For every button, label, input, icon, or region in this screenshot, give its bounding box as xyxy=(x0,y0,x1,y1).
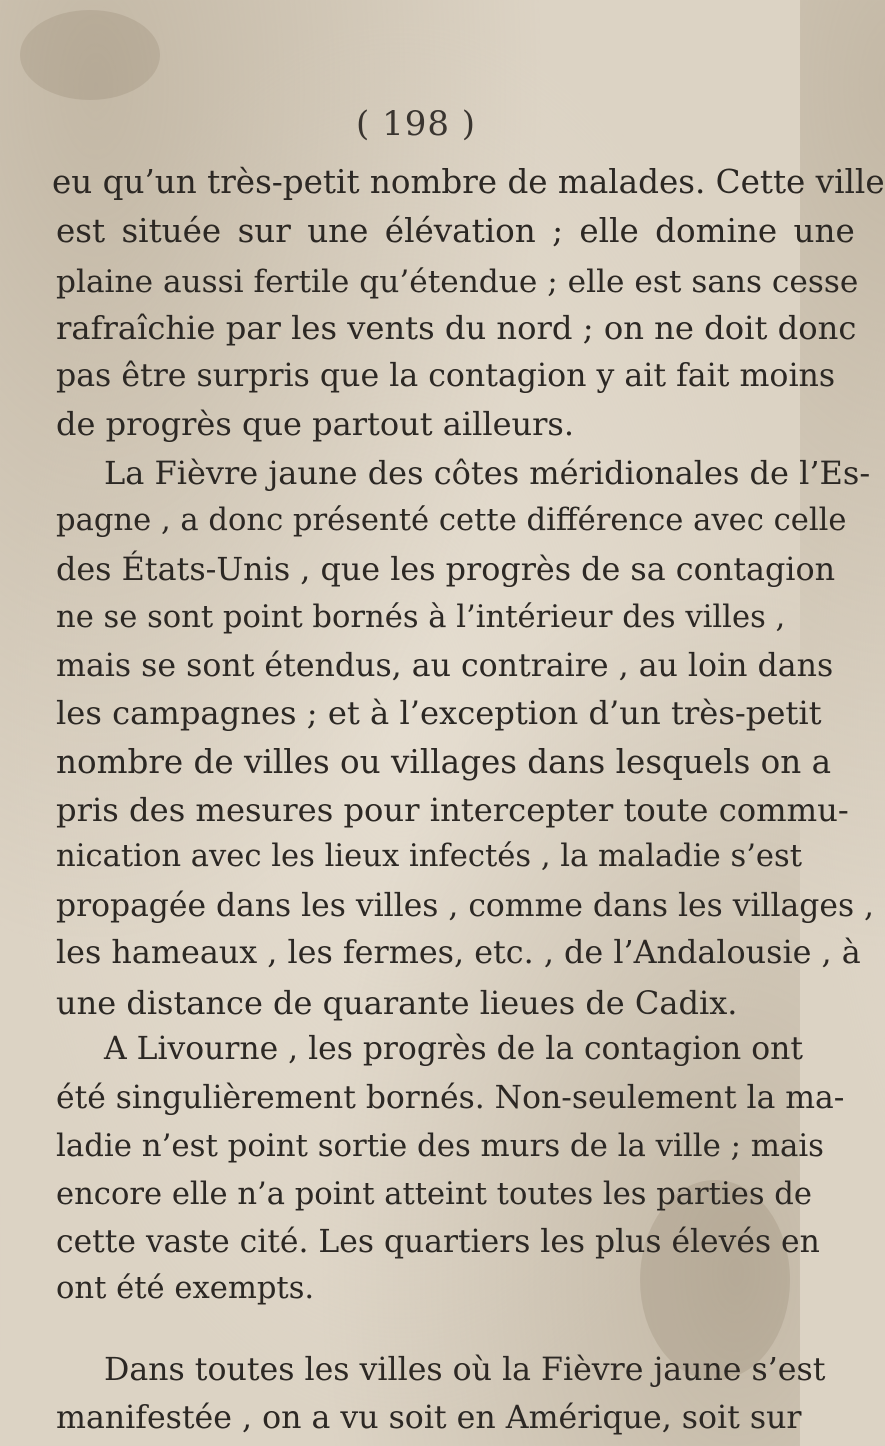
text-line: plaine aussi fertile qu’étendue ; elle est sans cesse xyxy=(56,264,859,300)
text-line: de progrès que partout ailleurs. xyxy=(56,405,574,443)
text-line: encore elle n’a point atteint toutes les parties de xyxy=(56,1177,812,1212)
text-line: nication avec les lieux infectés , la maladie s’est xyxy=(56,839,803,874)
text-line: nombre de villes ou villages dans lesquels on a xyxy=(56,743,832,781)
text-line: manifestée , on a vu soit en Amérique, soit sur xyxy=(56,1400,802,1436)
text-line: cette vaste cité. Les quartiers les plus élevés en xyxy=(56,1224,820,1260)
text-line: pris des mesures pour intercepter toute commu- xyxy=(56,791,849,829)
text-line: A Livourne , les progrès de la contagion ont xyxy=(104,1031,803,1067)
text-line: les hameaux , les fermes, etc. , de l’Andalousie , à xyxy=(56,934,861,971)
text-line: des États-Unis , que les progrès de sa contagion xyxy=(56,551,836,588)
text-line: ne se sont point bornés à l’intérieur des villes , xyxy=(56,600,786,635)
text-line: est située sur une élévation ; elle domine une xyxy=(56,212,855,250)
text-line: été singulièrement bornés. Non-seulement la ma- xyxy=(56,1080,845,1116)
text-line: mais se sont étendus, au contraire , au loin dans xyxy=(56,648,834,684)
page-number: ( 198 ) xyxy=(356,104,477,144)
text-line: une distance de quarante lieues de Cadix. xyxy=(56,984,738,1022)
text-line: pas être surpris que la contagion y ait fait moins xyxy=(56,358,836,394)
text-line: Dans toutes les villes où la Fièvre jaune s’est xyxy=(104,1352,826,1388)
text-line: rafraîchie par les vents du nord ; on ne doit donc xyxy=(56,309,857,347)
text-line: ont été exempts. xyxy=(56,1271,315,1306)
text-line: eu qu’un très-petit nombre de malades. Cette ville xyxy=(52,163,885,201)
text-line: propagée dans les villes , comme dans les villages , xyxy=(56,888,875,924)
text-line: pagne , a donc présenté cette différence avec celle xyxy=(56,503,847,538)
text-line: ladie n’est point sortie des murs de la ville ; mais xyxy=(56,1128,824,1164)
text-line: La Fièvre jaune des côtes méridionales de l’Es- xyxy=(104,454,871,492)
paper-stain xyxy=(20,10,160,100)
text-line: les campagnes ; et à l’exception d’un très-petit xyxy=(56,694,822,732)
